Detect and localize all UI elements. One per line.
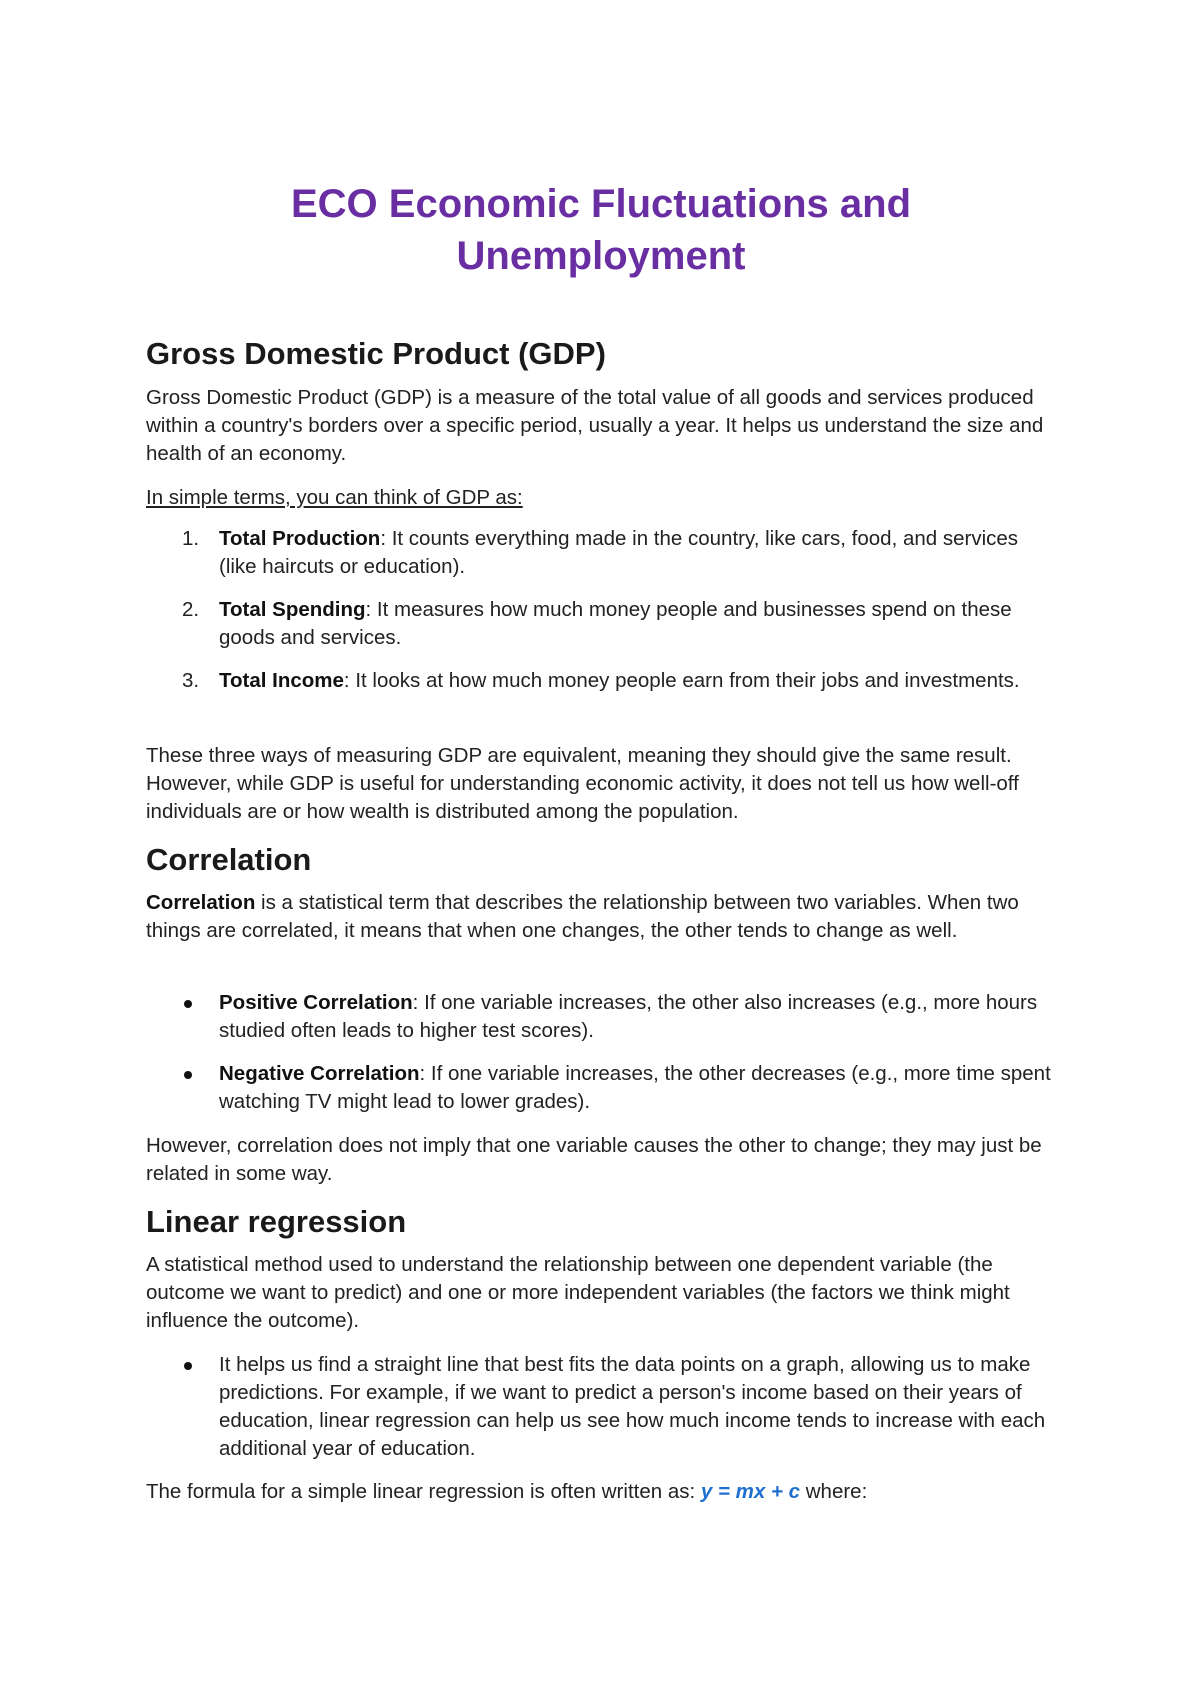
list-term: Total Production xyxy=(219,527,381,550)
list-term: Total Spending xyxy=(219,598,366,621)
regression-list xyxy=(146,1351,1056,1478)
list-text: : If one variable increases, the other also increases (e.g., more hours studied often leads to higher test scores). xyxy=(219,991,1038,1042)
bullet-icon xyxy=(184,1362,192,1370)
gdp-list xyxy=(146,525,1056,710)
regression-heading: Linear regression xyxy=(146,1204,407,1239)
gdp-paragraph: Gross Domestic Product (GDP) is a measure of the total value of all goods and services produced within a country's borders over a specific period, usually a year. It helps us understand the size and health of an economy. xyxy=(146,386,1044,465)
correlation-heading: Correlation xyxy=(146,842,312,877)
correlation-list xyxy=(146,989,1056,1131)
list-text: : If one variable increases, the other decreases (e.g., more time spent watching TV might lead to lower grades). xyxy=(219,1062,1051,1113)
list-term: Total Income xyxy=(219,669,344,692)
list-text: : It measures how much money people and businesses spend on these goods and services. xyxy=(219,598,1012,649)
list-number: 3. xyxy=(182,669,200,692)
title-line-2: Unemployment xyxy=(456,234,746,278)
list-number: 1. xyxy=(182,527,200,550)
gdp-heading: Gross Domestic Product (GDP) xyxy=(146,336,606,371)
formula-after: where: xyxy=(800,1480,868,1503)
correlation-conclusion: However, correlation does not imply that one variable causes the other to change; they may just be related in some way. xyxy=(146,1134,1042,1185)
formula-line xyxy=(146,1478,1056,1506)
gdp-intro: In simple terms, you can think of GDP as: xyxy=(146,486,523,509)
bullet-icon xyxy=(184,1071,192,1079)
formula-intro: The formula for a simple linear regression is often written as: xyxy=(146,1480,701,1503)
list-item xyxy=(146,1060,1056,1116)
gdp-conclusion: These three ways of measuring GDP are equivalent, meaning they should give the same result. However, while GDP is useful for understanding economic activity, it does not tell us how well-off individuals are or how wealth is distributed among the population. xyxy=(146,744,1019,823)
list-item xyxy=(146,667,1056,695)
list-text: It helps us find a straight line that best fits the data points on a graph, allowing us to make predictions. For example, if we want to predict a person's income based on their years of education, linear regression can help us see how much income tends to increase with each additional year of education. xyxy=(219,1353,1046,1460)
list-term: Negative Correlation xyxy=(219,1062,420,1085)
regression-paragraph: A statistical method used to understand the relationship between one dependent variable (the outcome we want to predict) and one or more independent variables (the factors we think might influence the outcome). xyxy=(146,1253,1010,1332)
correlation-paragraph-text: is a statistical term that describes the relationship between two variables. When two things are correlated, it means that when one changes, the other tends to change as well. xyxy=(146,891,1019,942)
list-number: 2. xyxy=(182,598,200,621)
title-line-1: ECO Economic Fluctuations and xyxy=(290,182,912,226)
list-item xyxy=(146,989,1056,1045)
correlation-term: Correlation xyxy=(146,891,256,914)
formula: y = mx + c xyxy=(700,1480,801,1503)
list-item xyxy=(146,525,1056,581)
list-item xyxy=(146,1351,1056,1463)
list-item xyxy=(146,596,1056,652)
document-title xyxy=(146,178,1056,282)
list-text: : It counts everything made in the country, like cars, food, and services (like haircuts or education). xyxy=(219,527,1019,578)
bullet-icon xyxy=(184,1000,192,1008)
correlation-paragraph xyxy=(146,889,1056,945)
list-text: : It looks at how much money people earn from their jobs and investments. xyxy=(343,669,1020,692)
list-term: Positive Correlation xyxy=(219,991,413,1014)
